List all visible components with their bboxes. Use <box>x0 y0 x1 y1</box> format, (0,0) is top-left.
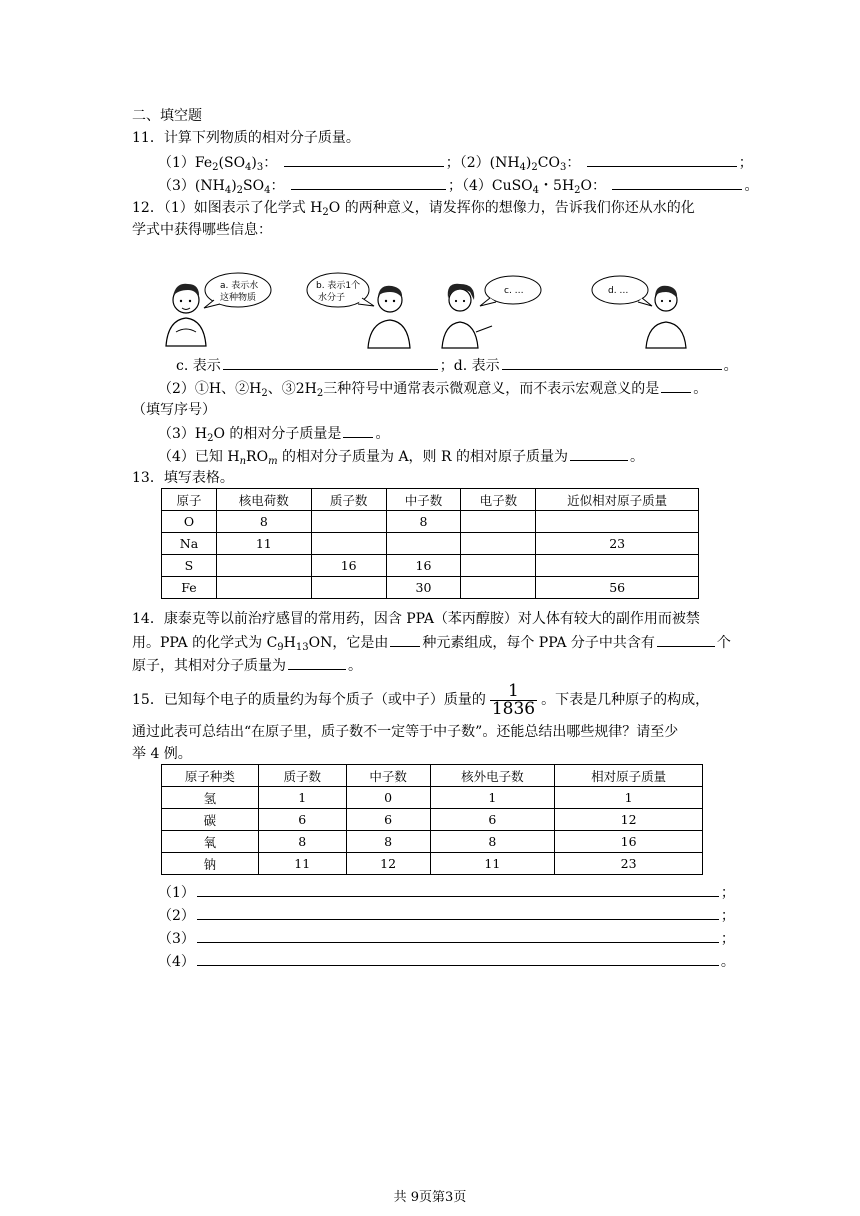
table-row: 钠 11 12 11 23 <box>162 853 703 875</box>
q12-3-blank[interactable] <box>343 423 373 438</box>
q15-line1: 15．已知每个电子的质量约为每个质子（或中子）质量的 $\frac{1}{1836}$ 。下表是几种原子的构成， <box>132 680 710 719</box>
table-row: Fe 30 56 <box>162 577 699 599</box>
table-row: 氧 8 8 8 16 <box>162 831 703 853</box>
q15-answer-4: （4） 。 <box>158 951 735 972</box>
q12-part2-note: （填写序号） <box>132 402 216 418</box>
q14-line3: 原子，其相对分子质量为 。 <box>132 655 362 676</box>
table-header-row: 原子种类 质子数 中子数 核外电子数 相对原子质量 <box>162 765 703 787</box>
table-row: 氢 1 0 1 1 <box>162 787 703 809</box>
q13-stem: 13．填写表格。 <box>132 470 234 486</box>
svg-text:水分子: 水分子 <box>318 293 346 303</box>
q12-2-blank[interactable] <box>661 378 691 393</box>
q12-4-blank[interactable] <box>570 446 628 461</box>
q15-answer-2: （2） ； <box>158 905 735 926</box>
q12-part3: $(3)H_2O$ 的相对分子质量是 。 <box>158 423 389 444</box>
q15-answer-1: （1） ； <box>158 882 735 903</box>
table-row: 碳 6 6 6 12 <box>162 809 703 831</box>
q15-answer-2-blank[interactable] <box>197 905 719 920</box>
q14-line2: 用。PPA 的化学式为 $C_9H_{13}ON$，它是由 种元素组成，每个 PPA 分子中共含有 个 <box>132 632 731 653</box>
page-footer: 共 9页第3页 <box>393 1190 467 1205</box>
q14-elements-blank[interactable] <box>390 632 420 647</box>
table-row: S 16 16 <box>162 555 699 577</box>
q11-2-blank[interactable] <box>587 152 737 167</box>
q15-line3: 举 4 例。 <box>132 746 192 762</box>
table-row: Na 11 23 <box>162 533 699 555</box>
bubble-c <box>480 276 541 306</box>
q15-table <box>161 764 703 875</box>
section-title: 二、填空题 <box>132 108 202 124</box>
q11-row1: $(1)Fe_2(SO_4)_3$： ；$(2)(NH_4)_2CO_3$： ； <box>158 152 753 173</box>
svg-text:b. 表示1个: b. 表示1个 <box>316 281 361 291</box>
q12-d-blank[interactable] <box>502 355 722 370</box>
bubble-d <box>592 276 652 306</box>
q13-table <box>161 488 699 599</box>
q15-answer-4-blank[interactable] <box>197 951 719 966</box>
svg-text:d. …: d. … <box>608 286 629 296</box>
person-a-illustration <box>166 284 206 346</box>
svg-text:a. 表示水: a. 表示水 <box>220 281 259 291</box>
bubble-b <box>307 273 374 307</box>
person-c-illustration <box>442 284 492 348</box>
svg-text:c. …: c. … <box>504 286 524 296</box>
q12-c-blank[interactable] <box>223 355 438 370</box>
fraction-1-1836: $\frac{1}{1836}$ <box>491 680 536 719</box>
svg-text:这种物质: 这种物质 <box>220 293 257 303</box>
q14-atoms-blank[interactable] <box>657 632 715 647</box>
q15-line2: 通过此表可总结出“在原子里，质子数不一定等于中子数”。还能总结出哪些规律？请至少 <box>132 724 679 740</box>
q14-mass-blank[interactable] <box>288 655 346 670</box>
q12-part4: （4）已知 $H_nRO_m$ 的相对分子质量为 A，则 R 的相对原子质量为 。 <box>158 446 644 467</box>
water-meaning-figure <box>158 268 698 350</box>
person-d-illustration <box>646 286 686 348</box>
bubble-a <box>204 273 271 308</box>
q11-1-blank[interactable] <box>284 152 444 167</box>
q12-stem-cont: 学式中获得哪些信息： <box>132 222 272 238</box>
q15-answer-1-blank[interactable] <box>197 882 719 897</box>
q12-cd-row: c. 表示 ；d. 表示 。 <box>176 355 738 376</box>
q15-answer-3: （3） ； <box>158 928 735 949</box>
q12-stem: 12．（1）如图表示了化学式 $H_2O$ 的两种意义，请发挥你的想像力，告诉我们你还从水的化 <box>132 200 695 218</box>
q11-stem: 11．计算下列物质的相对分子质量。 <box>132 130 360 146</box>
q14-line1: 14．康泰克等以前治疗感冒的常用药，因含 PPA（苯丙醇胺）对人体有较大的副作用而被禁 <box>132 611 700 627</box>
table-header-row: 原子 核电荷数 质子数 中子数 电子数 近似相对原子质量 <box>162 489 699 511</box>
q12-part2: （2）①H、$②H_2$、$③2H_2$三种符号中通常表示微观意义，而不表示宏观意义的是 。 <box>158 378 707 399</box>
q11-row2: $(3)(NH_4)_2SO_4$： ；（4）CuSO$_4$・$5H_2O$： 。 <box>158 175 758 196</box>
q15-answer-3-blank[interactable] <box>197 928 719 943</box>
q11-4-blank[interactable] <box>612 175 742 190</box>
q11-3-blank[interactable] <box>291 175 446 190</box>
person-b-illustration <box>368 286 410 348</box>
table-row: O 8 8 <box>162 511 699 533</box>
